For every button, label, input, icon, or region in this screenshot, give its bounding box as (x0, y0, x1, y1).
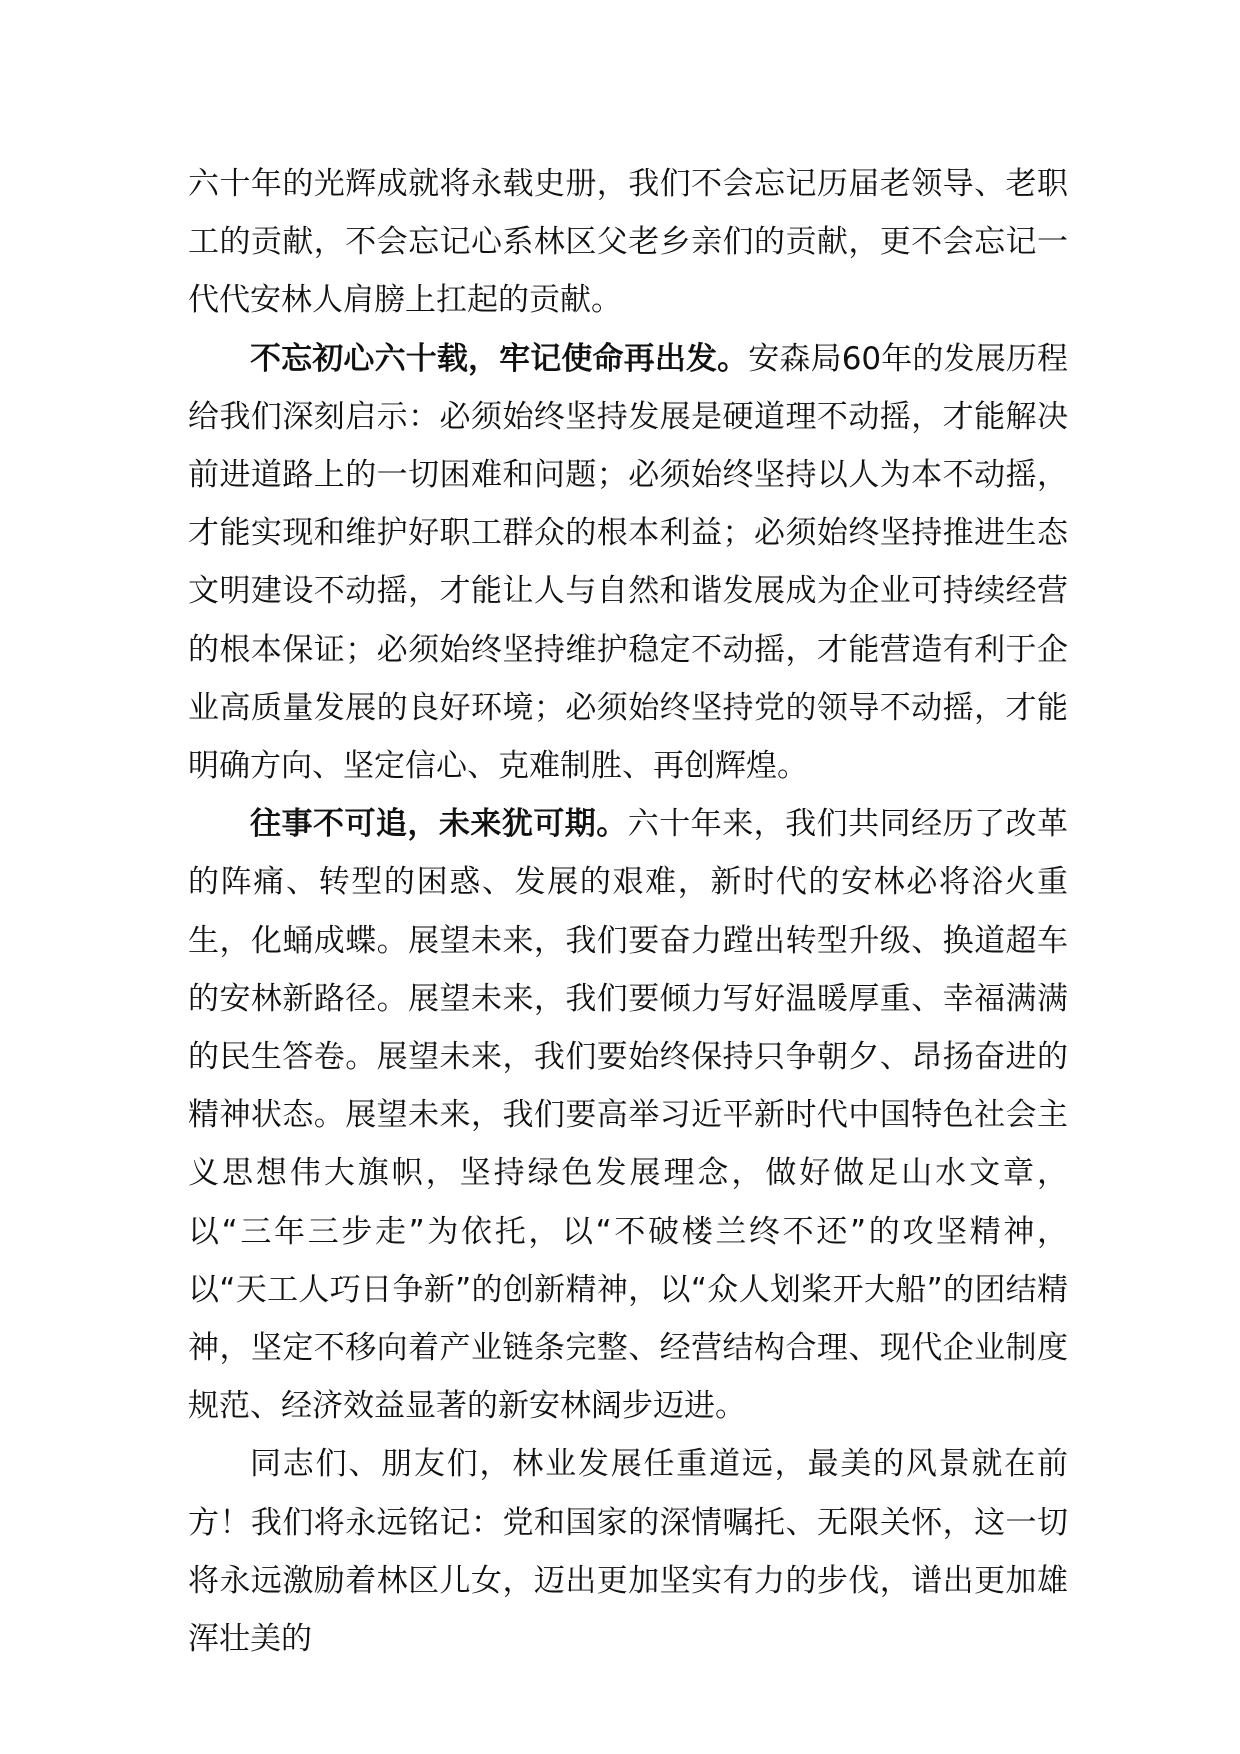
paragraph-lead-heading: 不忘初心六十载，牢记使命再出发。 (250, 340, 749, 377)
paragraph-original-aspiration (188, 330, 1068, 796)
paragraph-text: 六十年来，我们共同经历了改革的阵痛、转型的困惑、发展的艰难，新时代的安林必将浴火重生，化蛹成蝶。展望未来，我们要奋力蹚出转型升级、换道超车的安林新路径。展望未来，我们要倾力写好温暖厚重、幸福满满的民生答卷。展望未来，我们要始终保持只争朝夕、昂扬奋进的精神状态。展望未来，我们要高举习近平新时代中国特色社会主义思想伟大旗帜，坚持绿色发展理念，做好做足山水文章，以“三年三步走”为依托，以“不破楼兰终不还”的攻坚精神，以“天工人巧日争新”的创新精神，以“众人划桨开大船”的团结精神，坚定不移向着产业链条完整、经营结构合理、现代企业制度规范、经济效益显著的新安林阔步迈进。 (188, 806, 1069, 1425)
paragraph-lead-heading: 往事不可追，未来犹可期。 (250, 806, 628, 843)
paragraph-future-outlook (188, 795, 1068, 1435)
paragraph-achievements (188, 155, 1068, 330)
paragraph-text: 安森局60年的发展历程给我们深刻启示：必须始终坚持发展是硬道理不动摇，才能解决前进道路上的一切困难和问题；必须始终坚持以人为本不动摇，才能实现和维护好职工群众的根本利益；必须始终坚持推进生态文明建设不动摇，才能让人与自然和谐发展成为企业可持续经营的根本保证；必须始终坚持维护稳定不动摇，才能营造有利于企业高质量发展的良好环境；必须始终坚持党的领导不动摇，才能明确方向、坚定信心、克难制胜、再创辉煌。 (188, 340, 1069, 785)
paragraph-text: 同志们、朋友们，林业发展任重道远，最美的风景就在前方！我们将永远铭记：党和国家的深情嘱托、无限关怀，这一切将永远激励着林区儿女，迈出更加坚实有力的步伐，谱出更加雄浑壮美的 (188, 1446, 1068, 1658)
body-text (188, 155, 1068, 1668)
paragraph-text: 六十年的光辉成就将永载史册，我们不会忘记历届老领导、老职工的贡献，不会忘记心系林区父老乡亲们的贡献，更不会忘记一代代安林人肩膀上扛起的贡献。 (188, 166, 1068, 319)
paragraph-closing-address (188, 1435, 1068, 1668)
